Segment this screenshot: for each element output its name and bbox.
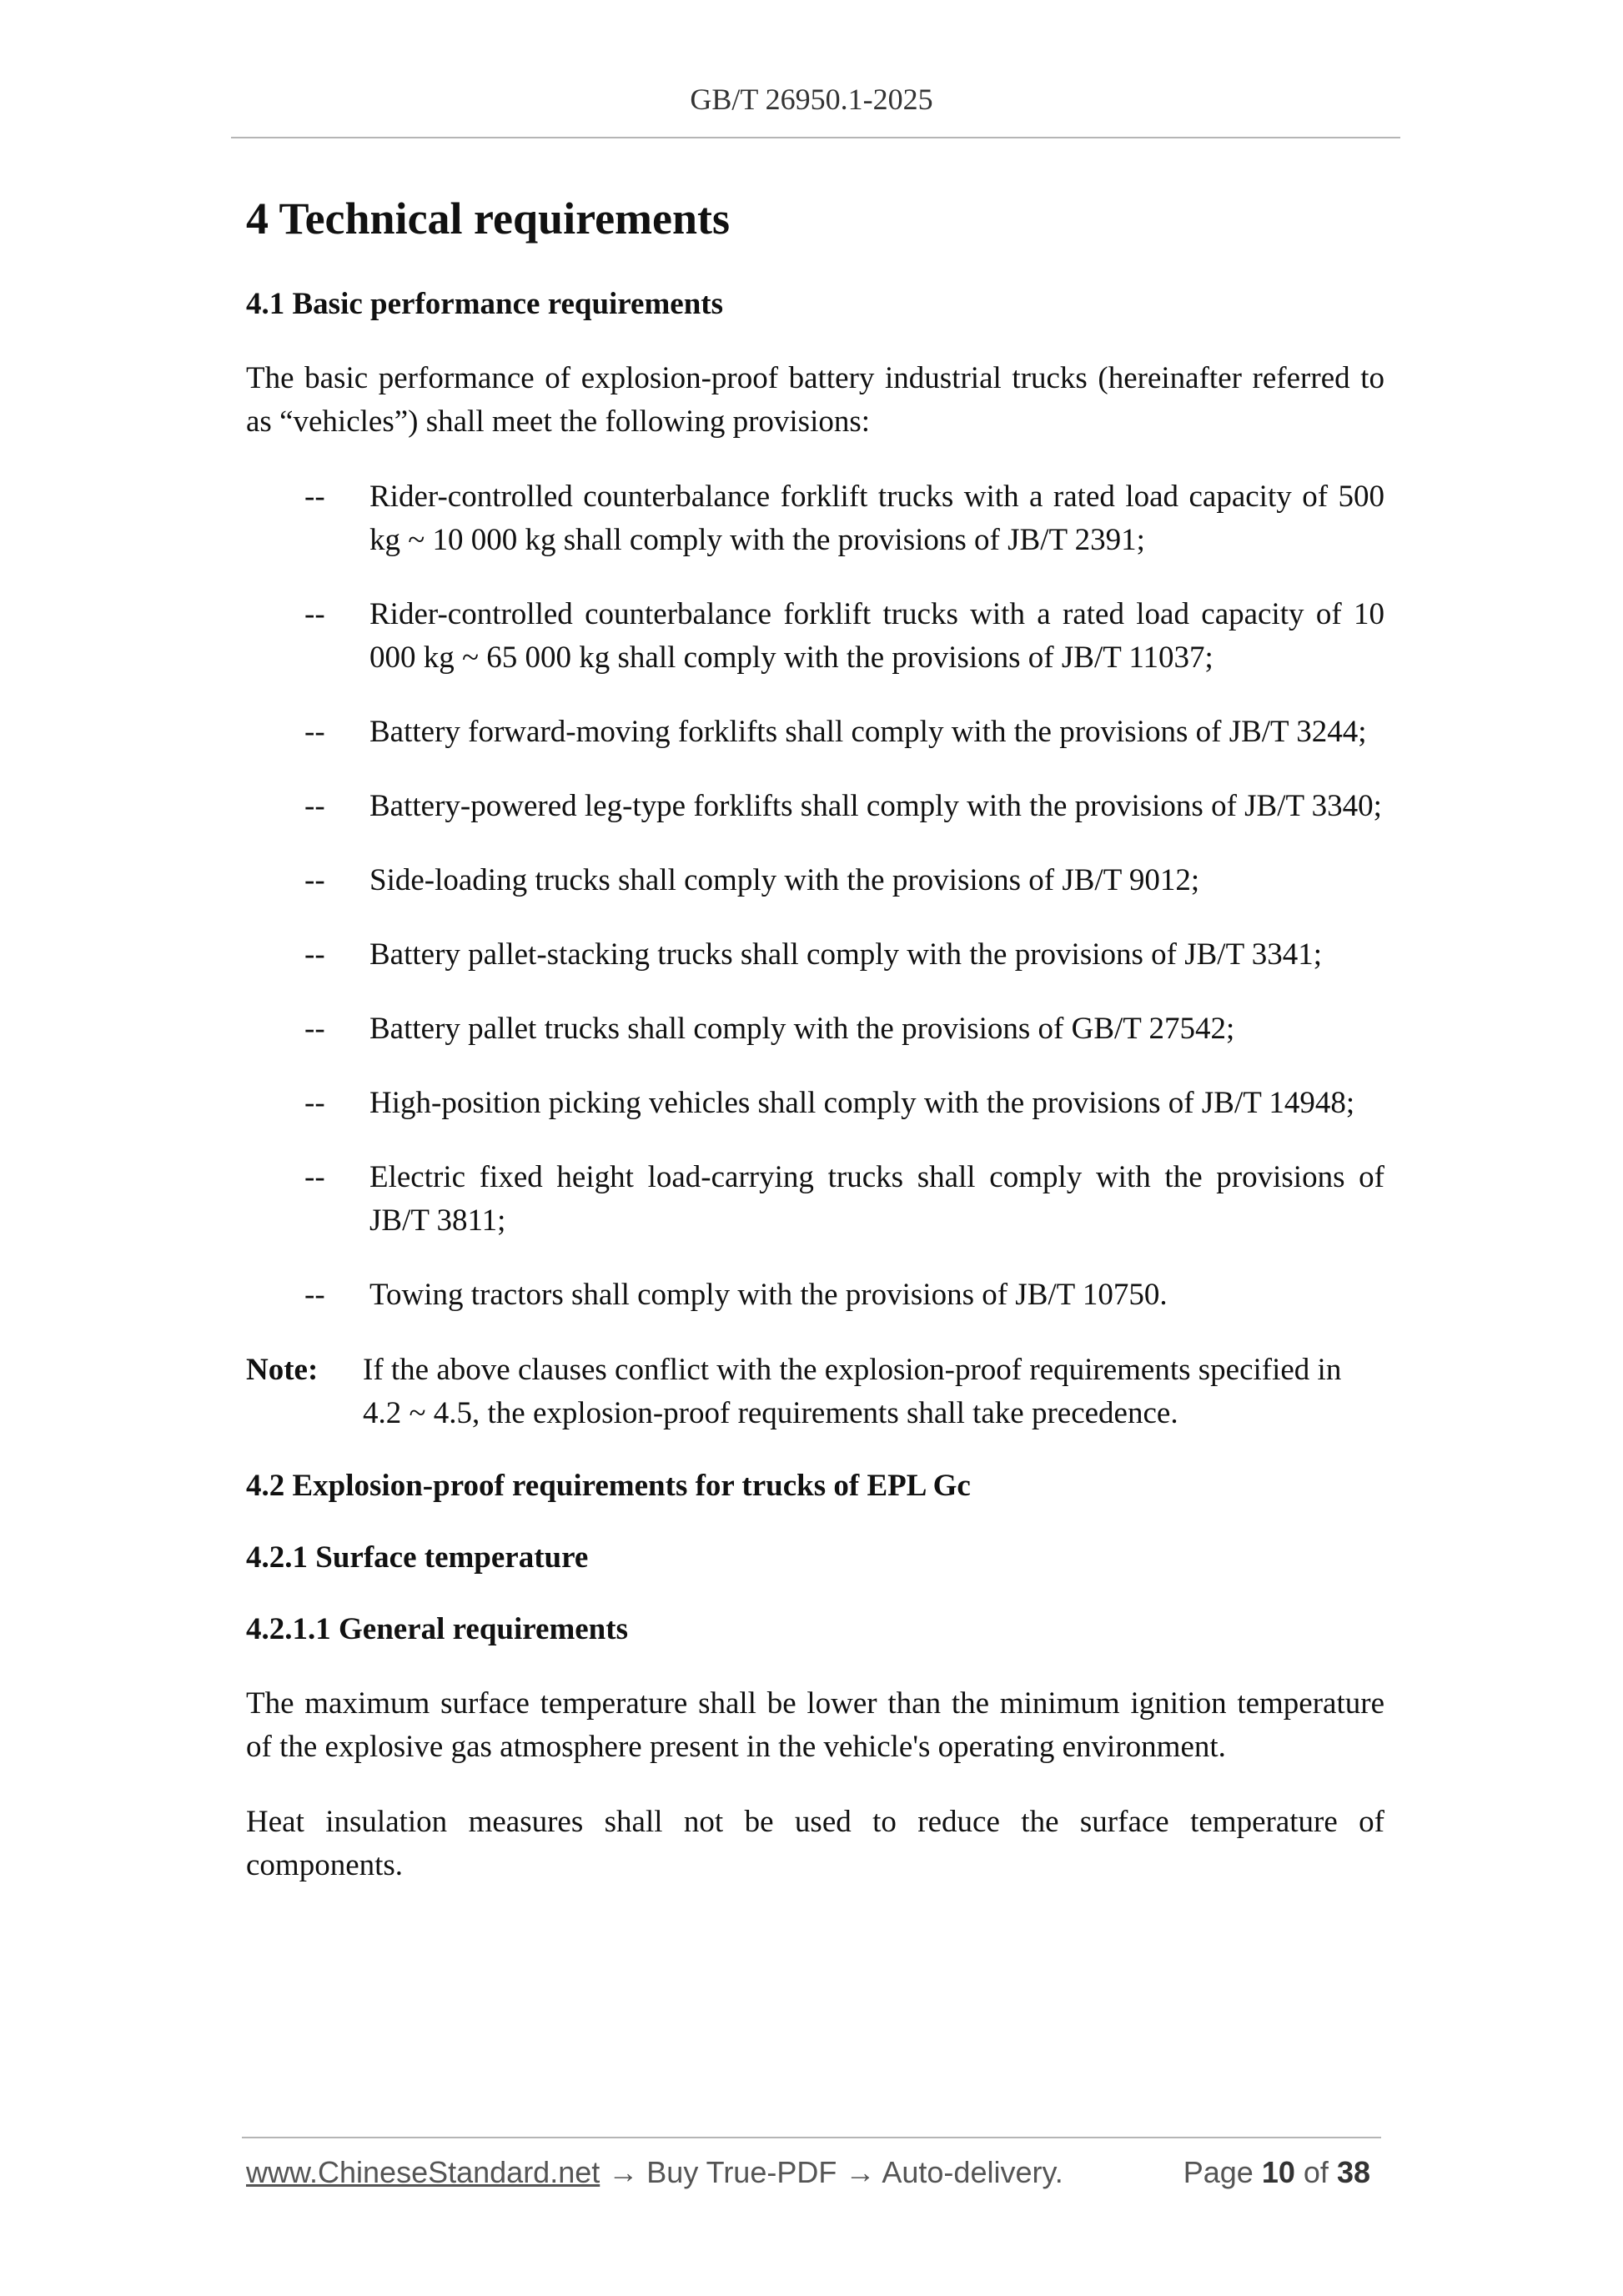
dash-bullet: -- <box>304 1086 325 1120</box>
list-item-text: Battery pallet-stacking trucks shall comply with the provisions of JB/T 3341; <box>369 937 1323 972</box>
page-indicator <box>1183 2155 1370 2190</box>
dash-bullet: -- <box>304 597 325 631</box>
list-item <box>246 711 1384 754</box>
list-item <box>246 785 1384 828</box>
dash-bullet: -- <box>304 480 325 514</box>
note-label: Note: <box>246 1353 319 1387</box>
paragraph-heat-insulation: Heat insulation measures shall not be used to reduce the surface temperature of components. <box>246 1805 1384 1882</box>
footer-divider <box>242 2137 1381 2138</box>
note-text: If the above clauses conflict with the explosion-proof requirements specified in 4.2 ~ 4.5, the explosion-proof requirements shall take precedence. <box>363 1353 1342 1430</box>
buy-text: Buy True-PDF <box>646 2155 837 2189</box>
dash-bullet: -- <box>304 1012 325 1046</box>
list-item-text: High-position picking vehicles shall comply with the provisions of JB/T 14948; <box>369 1086 1355 1120</box>
delivery-text: Auto-delivery. <box>882 2155 1063 2189</box>
dash-bullet: -- <box>304 937 325 972</box>
page-number: 10 <box>1261 2155 1295 2189</box>
subsection-4-2-title: 4.2 Explosion-proof requirements for trucks of EPL Gc <box>246 1469 971 1503</box>
list-item-text: Battery forward-moving forklifts shall comply with the provisions of JB/T 3244; <box>369 715 1367 749</box>
requirements-list <box>246 475 1384 1317</box>
dash-bullet: -- <box>304 789 325 823</box>
list-item <box>246 1274 1384 1317</box>
paragraph-surface-temperature: The maximum surface temperature shall be lower than the minimum ignition temperature of the explosive gas atmosphere present in the vehicle's operating environment. <box>246 1686 1384 1764</box>
page-total: 38 <box>1336 2155 1370 2189</box>
of-word: of <box>1303 2155 1329 2189</box>
list-item-text: Rider-controlled counterbalance forklift trucks with a rated load capacity of 10 000 kg ~ 65 000 kg shall comply with the provisions of JB/T 11037; <box>369 597 1384 675</box>
page-footer <box>246 2155 1380 2197</box>
note <box>246 1349 1384 1435</box>
dash-bullet: -- <box>304 1160 325 1194</box>
list-item <box>246 1007 1384 1051</box>
list-item-text: Battery-powered leg-type forklifts shall comply with the provisions of JB/T 3340; <box>369 789 1382 823</box>
site-link[interactable]: www.ChineseStandard.net <box>246 2155 600 2189</box>
subsection-4-2-1-title: 4.2.1 Surface temperature <box>246 1540 589 1575</box>
list-item <box>246 859 1384 902</box>
page-word: Page <box>1183 2155 1254 2189</box>
list-item <box>246 933 1384 977</box>
list-item <box>246 1156 1384 1243</box>
subsection-4-1-intro: The basic performance of explosion-proof battery industrial trucks (hereinafter referred to as “vehicles”) shall meet the following provisions: <box>246 361 1384 439</box>
header-divider <box>231 137 1400 138</box>
footer-promo <box>246 2155 1063 2190</box>
arrow-right-icon: → <box>845 2155 876 2189</box>
list-item-text: Battery pallet trucks shall comply with the provisions of GB/T 27542; <box>369 1012 1235 1046</box>
list-item <box>246 1082 1384 1125</box>
running-header: GB/T 26950.1-2025 <box>690 83 933 116</box>
list-item-text: Side-loading trucks shall comply with the provisions of JB/T 9012; <box>369 863 1200 897</box>
section-title: 4 Technical requirements <box>246 193 731 244</box>
list-item-text: Electric fixed height load-carrying trucks shall comply with the provisions of JB/T 3811; <box>369 1160 1384 1238</box>
list-item-text: Rider-controlled counterbalance forklift trucks with a rated load capacity of 500 kg ~ 10 000 kg shall comply with the provisions of JB/T 2391; <box>369 480 1384 557</box>
dash-bullet: -- <box>304 863 325 897</box>
dash-bullet: -- <box>304 715 325 749</box>
subsection-4-2-1-1-title: 4.2.1.1 General requirements <box>246 1612 628 1646</box>
page-content <box>246 190 1384 1919</box>
dash-bullet: -- <box>304 1278 325 1312</box>
list-item <box>246 593 1384 680</box>
arrow-right-icon: → <box>608 2155 639 2189</box>
list-item <box>246 475 1384 562</box>
list-item-text: Towing tractors shall comply with the provisions of JB/T 10750. <box>369 1278 1168 1312</box>
subsection-4-1-title: 4.1 Basic performance requirements <box>246 287 724 321</box>
